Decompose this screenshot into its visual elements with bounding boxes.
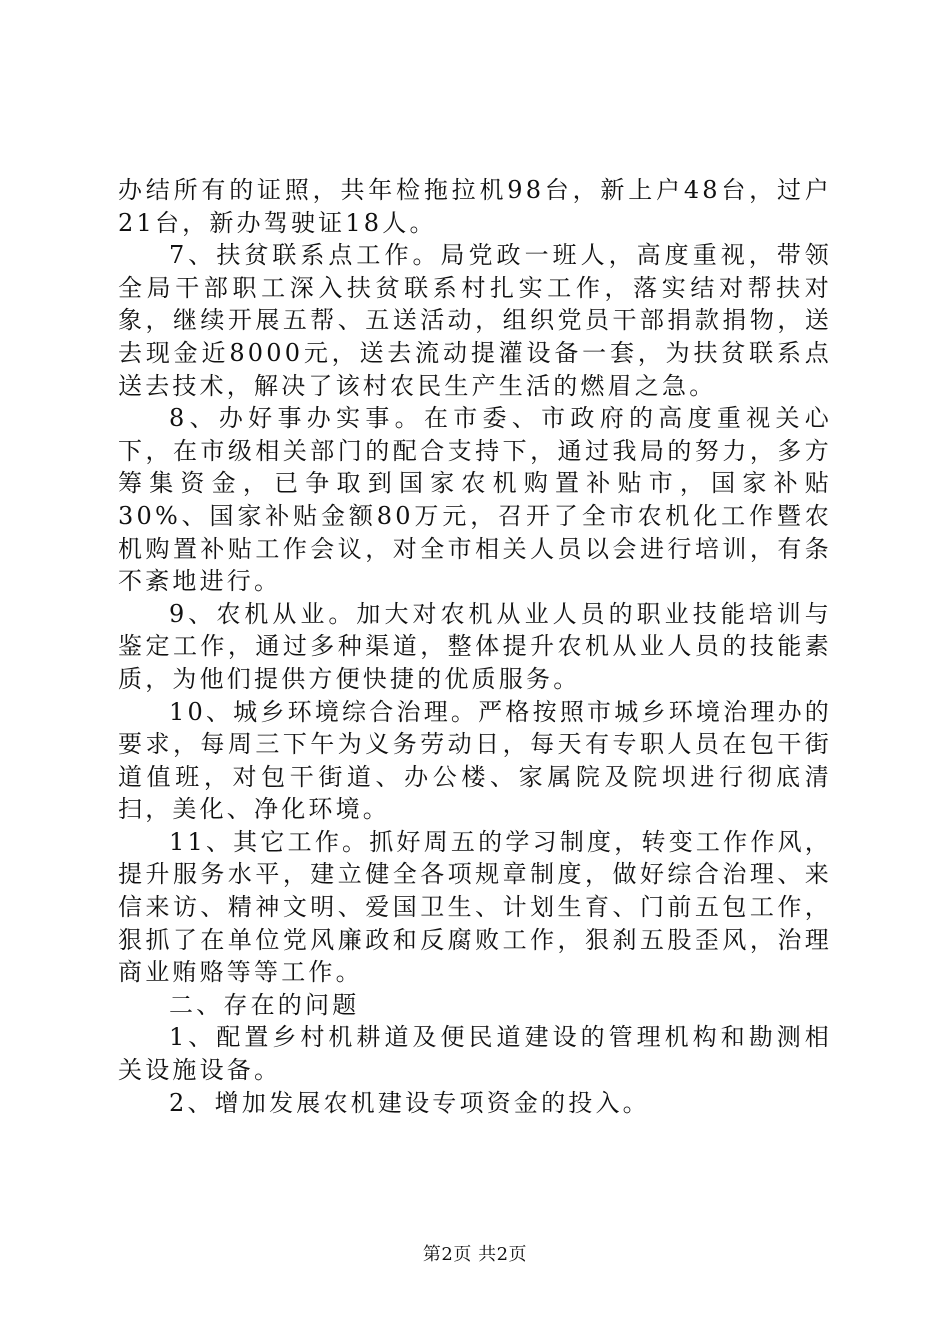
section-heading-problems: 二、存在的问题 <box>169 990 360 1019</box>
paragraph-item-8: 8、办好事办实事。在市委、市政府的高度重视关心下，在市级相关部门的配合支持下，通过我局的努力，多方筹集资金，已争取到国家农机购置补贴市，国家补贴30%、国家补贴金额80万元，召开了全市农机化工作暨农机购置补贴工作会议，对全市相关人员以会进行培训，有条不紊地进行。 <box>118 404 832 596</box>
paragraph-continuation: 办结所有的证照，共年检拖拉机98台，新上户48台，过户21台，新办驾驶证18人。 <box>118 176 832 237</box>
paragraph-item-9: 9、农机从业。加大对农机从业人员的职业技能培训与鉴定工作，通过多种渠道，整体提升农机从业人员的技能素质，为他们提供方便快捷的优质服务。 <box>118 599 832 693</box>
document-body <box>118 174 832 1119</box>
paragraph-item-10: 10、城乡环境综合治理。严格按照市城乡环境治理办的要求，每周三下午为义务劳动日，每天有专职人员在包干街道值班，对包干街道、办公楼、家属院及院坝进行彻底清扫，美化、净化环境。 <box>118 697 832 824</box>
paragraph-problem-2: 2、增加发展农机建设专项资金的投入。 <box>169 1088 650 1117</box>
paragraph-problem-1: 1、配置乡村机耕道及便民道建设的管理机构和勘测相关设施设备。 <box>118 1023 832 1085</box>
page-footer: 第2页 共2页 <box>422 1244 528 1265</box>
paragraph-item-11: 11、其它工作。抓好周五的学习制度，转变工作作风，提升服务水平，建立健全各项规章制度，做好综合治理、来信来访、精神文明、爱国卫生、计划生育、门前五包工作，狠抓了在单位党风廉政和反腐败工作，狠刹五股歪风，治理商业贿赂等等工作。 <box>118 827 832 987</box>
paragraph-item-7: 7、扶贫联系点工作。局党政一班人，高度重视，带领全局干部职工深入扶贫联系村扎实工作，落实结对帮扶对象，继续开展五帮、五送活动，组织党员干部捐款捐物，送去现金近8000元，送去流动提灌设备一套，为扶贫联系点送去技术，解决了该村农民生产生活的燃眉之急。 <box>118 241 832 400</box>
